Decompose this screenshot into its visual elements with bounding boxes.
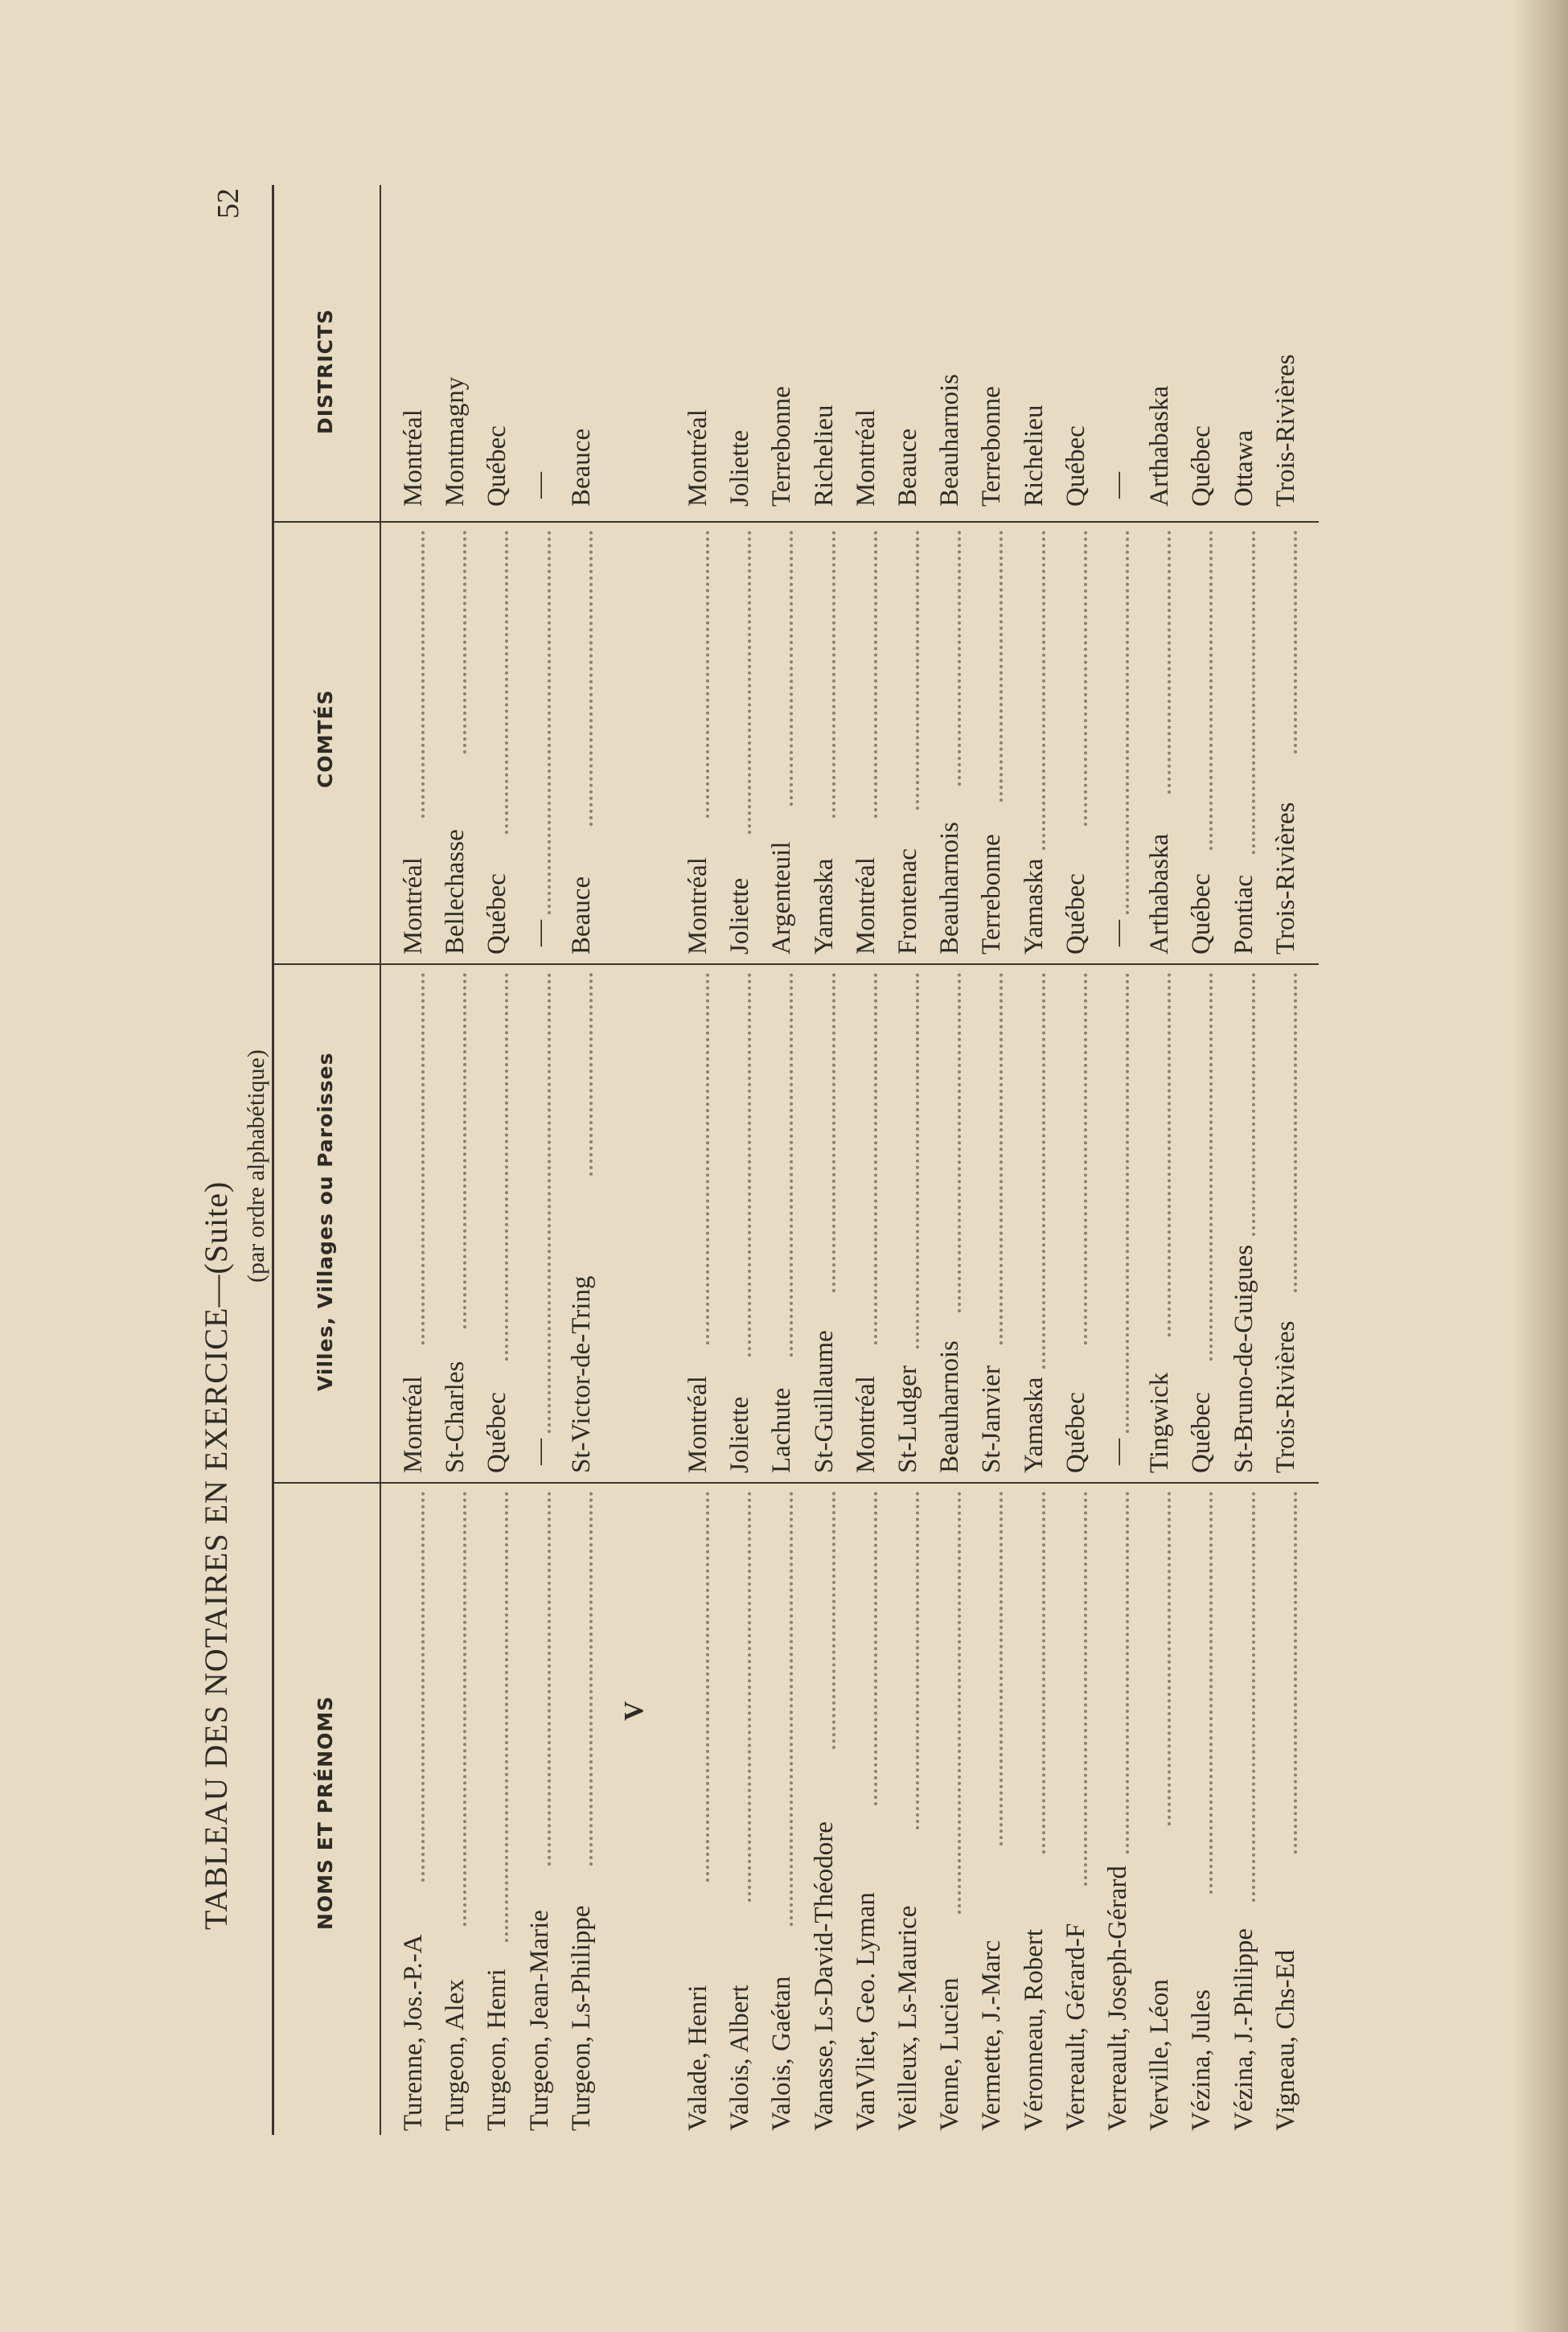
cell-comte: Beauce	[566, 876, 596, 955]
cell-district: Montréal	[683, 409, 712, 507]
cell-comte: Bellechasse	[441, 829, 470, 955]
cell-name: Venne, Lucien	[935, 1977, 965, 2131]
cell-name: VanVliet, Geo. Lyman	[851, 1892, 880, 2131]
leader-dots	[1252, 973, 1255, 1236]
cell-name: Verreault, Joseph-Gérard	[1103, 1866, 1132, 2131]
leader-dots	[421, 531, 425, 818]
leader-dots	[1042, 1492, 1045, 1854]
leader-dots	[999, 1492, 1003, 1845]
leader-dots	[916, 973, 919, 1349]
leader-dots	[548, 1492, 551, 1866]
cell-district: —	[1103, 472, 1132, 499]
leader-dots	[706, 1492, 709, 1882]
cell-comte: —	[1103, 920, 1132, 946]
cell-ville: Québec	[1187, 1392, 1217, 1473]
cell-district: —	[524, 472, 554, 499]
leader-dots	[1294, 1492, 1297, 1854]
cell-ville: St-Charles	[441, 1361, 470, 1473]
page-title: TABLEAU DES NOTAIRES EN EXERCICE—(Suite)	[198, 1180, 234, 1930]
column-divider-2	[273, 963, 1319, 965]
cell-district: Québec	[1061, 425, 1090, 507]
table-top-rule	[272, 185, 274, 2135]
header-villes: Villes, Villages ou Paroisses	[314, 1052, 337, 1391]
leader-dots	[874, 973, 877, 1345]
leader-dots	[1168, 1492, 1171, 1825]
cell-name: Vermette, J.-Marc	[977, 1940, 1007, 2131]
leader-dots	[1168, 973, 1171, 1336]
cell-name: Turgeon, Jean-Marie	[524, 1910, 554, 2131]
leader-dots	[1126, 1492, 1129, 1854]
leader-dots	[463, 1492, 466, 1926]
leader-dots	[1252, 531, 1255, 854]
cell-ville: St-Ludger	[893, 1365, 922, 1473]
cell-comte: Québec	[1187, 873, 1217, 955]
cell-comte: Yamaska	[1019, 858, 1049, 955]
leader-dots	[999, 973, 1003, 1345]
leader-dots	[874, 531, 877, 818]
cell-name: Valois, Gaétan	[767, 1976, 797, 2131]
leader-dots	[874, 1492, 877, 1805]
cell-district: Joliette	[725, 429, 755, 507]
cell-ville: Montréal	[399, 1376, 428, 1473]
page-subtitle: (par ordre alphabétique)	[243, 1049, 269, 1283]
cell-name: Véronneau, Robert	[1019, 1928, 1049, 2131]
cell-district: Québec	[1187, 425, 1217, 507]
leader-dots	[1209, 531, 1213, 850]
leader-dots	[463, 973, 466, 1328]
leader-dots	[958, 973, 961, 1312]
cell-district: Beauce	[566, 428, 596, 507]
leader-dots	[1209, 1492, 1213, 1894]
header-noms: NOMS ET PRÉNOMS	[314, 1695, 337, 1930]
cell-district: Trois-Rivières	[1270, 354, 1300, 507]
leader-dots	[1042, 531, 1045, 850]
cell-ville: St-Victor-de-Tring	[566, 1275, 596, 1473]
cell-district: Ottawa	[1229, 429, 1258, 507]
section-letter: V	[619, 1701, 649, 1721]
leader-dots	[1294, 531, 1297, 753]
cell-ville: Montréal	[851, 1376, 880, 1473]
leader-dots	[589, 1492, 593, 1866]
leader-dots	[958, 1492, 961, 1914]
leader-dots	[748, 1492, 751, 1902]
cell-comte: Terrebonne	[977, 834, 1007, 955]
cell-ville: Montréal	[683, 1376, 712, 1473]
leader-dots	[548, 973, 551, 1433]
column-divider-1	[273, 1482, 1319, 1484]
header-bottom-rule	[380, 185, 381, 2135]
leader-dots	[832, 973, 835, 1292]
cell-name: Verville, Léon	[1145, 1979, 1175, 2131]
cell-name: Vézina, Jules	[1187, 1989, 1217, 2131]
cell-district: Richelieu	[809, 404, 839, 507]
leader-dots	[832, 531, 835, 818]
cell-ville: St-Bruno-de-Guigues	[1229, 1244, 1258, 1473]
cell-name: Verreault, Gérard-F	[1061, 1923, 1090, 2131]
leader-dots	[505, 531, 508, 834]
leader-dots	[999, 531, 1003, 802]
cell-ville: St-Guillaume	[809, 1330, 839, 1473]
cell-ville: St-Janvier	[977, 1365, 1007, 1473]
column-divider-3	[273, 521, 1319, 523]
leader-dots	[1294, 973, 1297, 1292]
leader-dots	[1126, 531, 1129, 914]
cell-ville: Québec	[482, 1392, 512, 1473]
cell-ville: Tingwick	[1145, 1372, 1175, 1473]
cell-comte: Québec	[482, 873, 512, 955]
cell-district: Arthabaska	[1145, 385, 1175, 507]
leader-dots	[916, 1492, 919, 1829]
cell-name: Turenne, Jos.-P.-A	[399, 1934, 428, 2131]
page-number: 52	[211, 188, 245, 219]
leader-dots	[421, 973, 425, 1345]
cell-name: Turgeon, Ls-Philippe	[566, 1905, 596, 2131]
cell-ville: Joliette	[725, 1396, 755, 1473]
leader-dots	[706, 531, 709, 818]
leader-dots	[421, 1492, 425, 1882]
cell-comte: Arthabaska	[1145, 833, 1175, 955]
cell-ville: Québec	[1061, 1392, 1090, 1473]
leader-dots	[548, 531, 551, 914]
cell-comte: Québec	[1061, 873, 1090, 955]
leader-dots	[790, 531, 793, 806]
cell-name: Turgeon, Alex	[441, 1979, 470, 2131]
leader-dots	[748, 973, 751, 1357]
leader-dots	[1084, 1492, 1087, 1886]
cell-comte: Montréal	[851, 857, 880, 955]
leader-dots	[1168, 531, 1171, 794]
cell-district: Richelieu	[1019, 404, 1049, 507]
cell-comte: Montréal	[399, 857, 428, 955]
leader-dots	[589, 973, 593, 1176]
leader-dots	[1126, 973, 1129, 1433]
leader-dots	[1042, 973, 1045, 1369]
leader-dots	[916, 531, 919, 810]
cell-comte: Pontiac	[1229, 875, 1258, 955]
cell-district: Terrebonne	[977, 386, 1007, 507]
cell-ville: Beauharnois	[935, 1340, 965, 1473]
cell-comte: Montréal	[683, 857, 712, 955]
leader-dots	[958, 531, 961, 786]
leader-dots	[1084, 973, 1087, 1345]
leader-dots	[505, 973, 508, 1361]
cell-district: Beauce	[893, 428, 922, 507]
cell-ville: Lachute	[767, 1387, 797, 1473]
leader-dots	[748, 531, 751, 834]
leader-dots	[505, 1492, 508, 1942]
cell-ville: Yamaska	[1019, 1377, 1049, 1473]
cell-comte: Yamaska	[809, 858, 839, 955]
header-comtes: COMTÉS	[314, 689, 337, 788]
leader-dots	[1209, 973, 1213, 1361]
cell-district: Terrebonne	[767, 386, 797, 507]
leader-dots	[1084, 531, 1087, 826]
leader-dots	[832, 1492, 835, 1749]
cell-comte: Beauharnois	[935, 822, 965, 955]
cell-name: Valade, Henri	[683, 1985, 712, 2131]
cell-district: Montmagny	[441, 376, 470, 507]
cell-district: Montréal	[399, 409, 428, 507]
leader-dots	[706, 973, 709, 1345]
leader-dots	[463, 531, 466, 753]
leader-dots	[790, 1492, 793, 1926]
cell-comte: Frontenac	[893, 848, 922, 955]
cell-comte: Joliette	[725, 877, 755, 955]
header-districts: DISTRICTS	[314, 308, 337, 434]
leader-dots	[1252, 1492, 1255, 1902]
cell-ville: —	[524, 1439, 554, 1465]
cell-district: Montréal	[851, 409, 880, 507]
leader-dots	[790, 973, 793, 1357]
cell-comte: Trois-Rivières	[1270, 802, 1300, 955]
cell-ville: —	[1103, 1439, 1132, 1465]
cell-name: Vigneau, Chs-Ed	[1270, 1949, 1300, 2131]
cell-comte: —	[524, 920, 554, 946]
cell-comte: Argenteuil	[767, 841, 797, 955]
cell-name: Vanasse, Ls-David-Théodore	[809, 1821, 839, 2131]
leader-dots	[589, 531, 593, 826]
cell-name: Veilleux, Ls-Maurice	[893, 1905, 922, 2131]
cell-district: Québec	[482, 425, 512, 507]
cell-district: Beauharnois	[935, 374, 965, 507]
cell-name: Valois, Albert	[725, 1985, 755, 2131]
cell-name: Vézina, J.-Philippe	[1229, 1928, 1258, 2131]
cell-name: Turgeon, Henri	[482, 1969, 512, 2131]
cell-ville: Trois-Rivières	[1270, 1320, 1300, 1473]
